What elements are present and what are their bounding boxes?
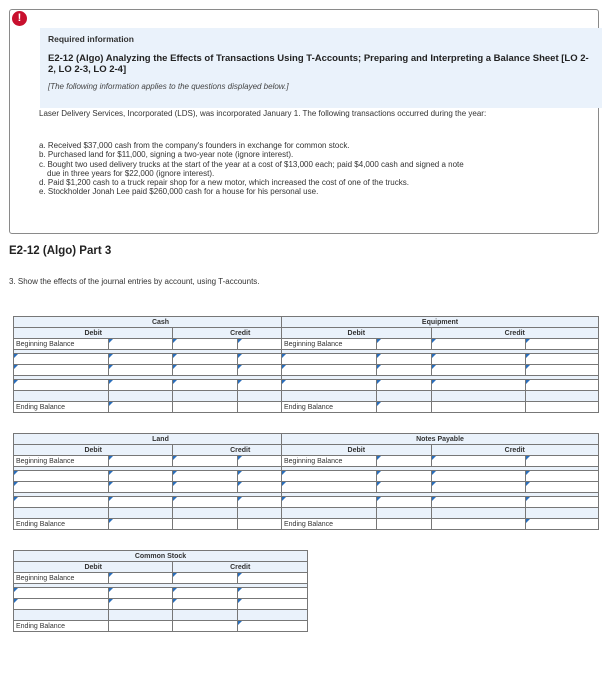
transaction-c: c. Bought two used delivery trucks at the start of the year at a cost of $13,000 each; paid $4,000 cash and signed a note xyxy=(39,159,464,169)
np-entry-1-credit-label[interactable] xyxy=(431,471,526,482)
land-beg-debit[interactable] xyxy=(108,456,173,467)
required-info-header xyxy=(40,28,602,108)
credit-header: Credit xyxy=(173,445,308,456)
transaction-b: b. Purchased land for $11,000, signing a two-year note (ignore interest). xyxy=(39,150,294,160)
ending-balance-label: Ending Balance xyxy=(14,621,109,632)
cs-entry-2-label[interactable] xyxy=(14,599,109,610)
exercise-title: E2-12 (Algo) Analyzing the Effects of Transactions Using T-Accounts; Preparing and Interpreting a Balance Sheet [LO 2-2, LO 2-3, LO 2-4] xyxy=(48,53,589,75)
ending-balance-label: Ending Balance xyxy=(14,402,109,413)
equip-entry-3-credit-label[interactable] xyxy=(431,380,526,391)
cash-ending-debit[interactable] xyxy=(108,402,173,413)
cash-beg-debit-input[interactable] xyxy=(108,339,173,350)
info-panel xyxy=(9,9,599,234)
np-beg-debit[interactable] xyxy=(376,456,431,467)
cash-entry-1-credit-label[interactable] xyxy=(173,354,238,365)
alert-icon: ! xyxy=(12,11,27,26)
cash-beg-credit-input[interactable] xyxy=(173,339,238,350)
required-label: Required information xyxy=(48,34,134,44)
np-entry-3-debit[interactable] xyxy=(376,497,431,508)
np-entry-1-label[interactable] xyxy=(282,471,377,482)
equip-entry-2-credit-label[interactable] xyxy=(431,365,526,376)
land-beg-credit-label[interactable] xyxy=(173,456,238,467)
equip-entry-3-label[interactable] xyxy=(282,380,377,391)
beginning-balance-label: Beginning Balance xyxy=(282,456,377,467)
ending-balance-label: Ending Balance xyxy=(14,519,109,530)
equip-entry-1-label[interactable] xyxy=(282,354,377,365)
equip-entry-2-credit[interactable] xyxy=(526,365,599,376)
cash-entry-3-credit-label[interactable] xyxy=(173,380,238,391)
cash-entry-3-label[interactable] xyxy=(14,380,109,391)
credit-header: Credit xyxy=(173,328,308,339)
applies-note: [The following information applies to the questions displayed below.] xyxy=(48,82,289,91)
land-entry-3-debit[interactable] xyxy=(108,497,173,508)
account-title-equipment: Equipment xyxy=(282,317,599,328)
equip-entry-1-credit-label[interactable] xyxy=(431,354,526,365)
cs-entry-1-credit-label[interactable] xyxy=(173,588,238,599)
account-title-notes-payable: Notes Payable xyxy=(282,434,599,445)
transaction-d: d. Paid $1,200 cash to a truck repair shop for a new motor, which increased the cost of one of the trucks. xyxy=(39,178,409,188)
credit-header: Credit xyxy=(431,445,598,456)
land-entry-2-debit[interactable] xyxy=(108,482,173,493)
t-account-common-stock xyxy=(13,550,308,632)
beginning-balance-label: Beginning Balance xyxy=(14,339,109,350)
np-beg-credit-label[interactable] xyxy=(431,456,526,467)
t-account-land xyxy=(13,433,308,530)
equip-entry-3-credit[interactable] xyxy=(526,380,599,391)
cs-entry-1-label[interactable] xyxy=(14,588,109,599)
ending-balance-label: Ending Balance xyxy=(282,402,377,413)
cs-ending-credit[interactable] xyxy=(238,621,308,632)
np-ending-credit[interactable] xyxy=(526,519,599,530)
equip-ending-debit[interactable] xyxy=(376,402,431,413)
land-entry-1-credit-label[interactable] xyxy=(173,471,238,482)
debit-header: Debit xyxy=(14,562,173,573)
t-account-equipment xyxy=(281,316,599,413)
credit-header: Credit xyxy=(431,328,598,339)
equip-beg-credit-label[interactable] xyxy=(431,339,526,350)
equip-entry-2-label[interactable] xyxy=(282,365,377,376)
cs-beg-credit[interactable] xyxy=(238,573,308,584)
cs-beg-credit-label[interactable] xyxy=(173,573,238,584)
debit-header: Debit xyxy=(14,445,173,456)
cash-entry-3-debit[interactable] xyxy=(108,380,173,391)
t-account-cash xyxy=(13,316,308,413)
cs-entry-1-debit[interactable] xyxy=(108,588,173,599)
np-entry-2-credit[interactable] xyxy=(526,482,599,493)
land-entry-3-label[interactable] xyxy=(14,497,109,508)
land-entry-2-credit-label[interactable] xyxy=(173,482,238,493)
land-entry-3-credit-label[interactable] xyxy=(173,497,238,508)
t-account-notes-payable xyxy=(281,433,599,530)
cash-entry-2-label[interactable] xyxy=(14,365,109,376)
cash-entry-1-debit[interactable] xyxy=(108,354,173,365)
np-entry-3-label[interactable] xyxy=(282,497,377,508)
ending-balance-label: Ending Balance xyxy=(282,519,377,530)
equip-entry-1-credit[interactable] xyxy=(526,354,599,365)
np-entry-3-credit-label[interactable] xyxy=(431,497,526,508)
equip-beg-credit[interactable] xyxy=(526,339,599,350)
beginning-balance-label: Beginning Balance xyxy=(14,456,109,467)
transaction-e: e. Stockholder Jonah Lee paid $260,000 cash for a house for his personal use. xyxy=(39,187,319,197)
cash-entry-2-debit[interactable] xyxy=(108,365,173,376)
np-entry-1-debit[interactable] xyxy=(376,471,431,482)
intro-text: Laser Delivery Services, Incorporated (LDS), was incorporated January 1. The following transactions occurred during the year: xyxy=(39,109,487,118)
equip-entry-2-debit[interactable] xyxy=(376,365,431,376)
account-title-land: Land xyxy=(14,434,308,445)
transaction-a: a. Received $37,000 cash from the company's founders in exchange for common stock. xyxy=(39,141,350,150)
land-ending-debit[interactable] xyxy=(108,519,173,530)
np-beg-credit[interactable] xyxy=(526,456,599,467)
transaction-c-cont: due in three years for $22,000 (ignore interest). xyxy=(47,168,215,178)
cs-entry-2-credit[interactable] xyxy=(238,599,308,610)
land-entry-1-label[interactable] xyxy=(14,471,109,482)
np-entry-2-debit[interactable] xyxy=(376,482,431,493)
debit-header: Debit xyxy=(14,328,173,339)
cash-entry-2-credit-label[interactable] xyxy=(173,365,238,376)
equip-entry-1-debit[interactable] xyxy=(376,354,431,365)
cs-entry-1-credit[interactable] xyxy=(238,588,308,599)
account-title-common-stock: Common Stock xyxy=(14,551,308,562)
instruction-text: 3. Show the effects of the journal entries by account, using T-accounts. xyxy=(9,277,260,286)
equip-beg-debit[interactable] xyxy=(376,339,431,350)
part-title: E2-12 (Algo) Part 3 xyxy=(9,245,112,257)
beginning-balance-label: Beginning Balance xyxy=(282,339,377,350)
cash-entry-1-label[interactable] xyxy=(14,354,109,365)
land-entry-2-label[interactable] xyxy=(14,482,109,493)
np-entry-2-credit-label[interactable] xyxy=(431,482,526,493)
land-entry-1-debit[interactable] xyxy=(108,471,173,482)
credit-header: Credit xyxy=(173,562,308,573)
cs-beg-debit[interactable] xyxy=(108,573,173,584)
np-entry-2-label[interactable] xyxy=(282,482,377,493)
equip-entry-3-debit[interactable] xyxy=(376,380,431,391)
cs-entry-2-credit-label[interactable] xyxy=(173,599,238,610)
np-entry-3-credit[interactable] xyxy=(526,497,599,508)
cs-entry-2-debit[interactable] xyxy=(108,599,173,610)
debit-header: Debit xyxy=(282,445,432,456)
beginning-balance-label: Beginning Balance xyxy=(14,573,109,584)
np-entry-1-credit[interactable] xyxy=(526,471,599,482)
transaction-list xyxy=(39,141,589,197)
account-title-cash: Cash xyxy=(14,317,308,328)
debit-header: Debit xyxy=(282,328,432,339)
